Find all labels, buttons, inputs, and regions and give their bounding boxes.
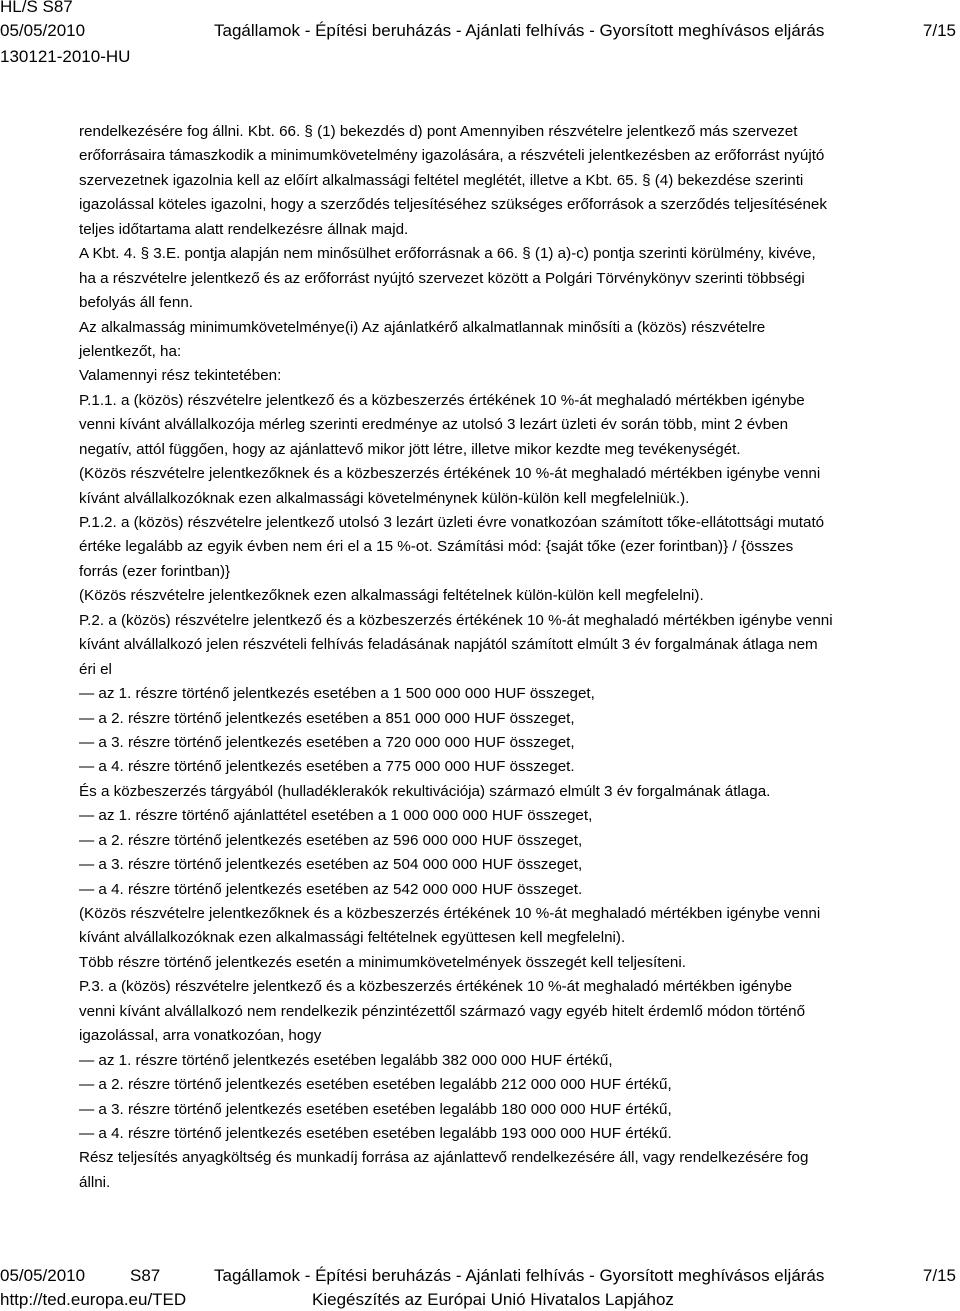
text-line: (Közös részvételre jelentkezőknek és a közbeszerzés értékének 10 %-át meghaladó mértékben igénybe venni	[79, 465, 821, 483]
header-doc-id: 130121-2010-HU	[0, 47, 131, 66]
text-line: És a közbeszerzés tárgyából (hulladéklerakók rekultivációja) származó elmúlt 3 év forgalmának átlaga.	[79, 782, 771, 800]
text-line: — a 2. részre történő jelentkezés esetében az 596 000 000 HUF összeget,	[79, 831, 583, 849]
header-date: 05/05/2010	[0, 21, 86, 40]
text-line: értéke legalább az egyik évben nem éri el a 15 %-ot. Számítási mód: {saját tőke (ezer forintban)} / {összes	[79, 538, 794, 556]
text-line: — a 3. részre történő jelentkezés esetében a 720 000 000 HUF összeget,	[79, 733, 575, 751]
text-line: szervezetnek igazolnia kell az előírt alkalmassági feltétel meglétét, illetve a Kbt. 65. § (4) bekezdése szerinti	[79, 171, 804, 189]
text-line: venni kívánt alvállalkozója mérleg szerinti eredménye az utolsó 3 lezárt üzleti év során több, mint 2 évben	[79, 416, 789, 434]
header-title: Tagállamok - Építési beruházás - Ajánlati felhívás - Gyorsított meghívásos eljárás	[214, 21, 825, 40]
footer-url[interactable]: http://ted.europa.eu/TED	[0, 1290, 187, 1309]
text-line: — a 4. részre történő jelentkezés esetében az 542 000 000 HUF összeget.	[79, 880, 583, 898]
text-line: — a 3. részre történő jelentkezés esetében esetében legalább 180 000 000 HUF értékű,	[79, 1100, 672, 1118]
footer-publisher: Kiegészítés az Európai Unió Hivatalos Lapjához	[312, 1290, 674, 1309]
text-line: A Kbt. 4. § 3.E. pontja alapján nem minősülhet erőforrásnak a 66. § (1) a)-c) pontja szerinti körülmény, kivéve,	[79, 245, 816, 263]
text-line: Valamennyi rész tekintetében:	[79, 367, 282, 385]
text-line: éri el	[79, 660, 112, 678]
header-page: 7/15	[922, 21, 956, 40]
text-line: — az 1. részre történő ajánlattétel esetében a 1 000 000 000 HUF összeget,	[79, 807, 593, 825]
footer-title: Tagállamok - Építési beruházás - Ajánlati felhívás - Gyorsított meghívásos eljárás	[214, 1266, 825, 1285]
text-line: kívánt alvállalkozóknak ezen alkalmassági követelménynek külön-külön kell megfelelniük.).	[79, 489, 690, 507]
text-line: — az 1. részre történő jelentkezés esetében a 1 500 000 000 HUF összeget,	[79, 685, 595, 703]
text-line: jelentkezőt, ha:	[79, 342, 182, 360]
footer-series: S87	[130, 1266, 161, 1285]
header-series: HL/S S87	[0, 0, 73, 16]
text-line: P.2. a (közös) részvételre jelentkező és a közbeszerzés értékének 10 %-át meghaladó mértékben igénybe venni	[79, 611, 833, 629]
text-line: — az 1. részre történő jelentkezés esetében legalább 382 000 000 HUF értékű,	[79, 1051, 613, 1069]
text-line: Több részre történő jelentkezés esetén a minimumkövetelmények összegét kell teljesíteni.	[79, 953, 686, 971]
text-line: ha a részvételre jelentkező és az erőforrást nyújtó szervezet között a Polgári Törvénykönyv szerinti többségi	[79, 269, 805, 287]
text-line: venni kívánt alvállalkozó nem rendelkezik pénzintézettől származó vagy egyéb hitelt érdemlő módon történő	[79, 1002, 806, 1020]
text-line: — a 2. részre történő jelentkezés esetében a 851 000 000 HUF összeget,	[79, 709, 575, 727]
text-line: állni.	[79, 1173, 111, 1191]
text-line: P.1.2. a (közös) részvételre jelentkező utolsó 3 lezárt üzleti évre vonatkozóan számított tőke-ellátottsági mutató	[79, 514, 825, 531]
text-line: forrás (ezer forintban)}	[79, 562, 231, 580]
document-body	[79, 120, 959, 1195]
text-line: rendelkezésére fog állni. Kbt. 66. § (1) bekezdés d) pont Amennyiben részvételre jelentkező más szervezet	[79, 123, 798, 140]
text-line: (Közös részvételre jelentkezőknek és a közbeszerzés értékének 10 %-át meghaladó mértékben igénybe venni	[79, 905, 821, 922]
text-line: (Közös részvételre jelentkezőknek ezen alkalmassági feltételnek külön-külön kell megfelelni).	[79, 587, 704, 605]
text-line: P.1.1. a (közös) részvételre jelentkező és a közbeszerzés értékének 10 %-át meghaladó mértékben igénybe	[79, 391, 805, 409]
text-line: — a 4. részre történő jelentkezés esetében a 775 000 000 HUF összeget.	[79, 758, 575, 776]
footer-page: 7/15	[922, 1266, 956, 1285]
text-line: — a 4. részre történő jelentkezés esetében esetében legalább 193 000 000 HUF értékű.	[79, 1124, 672, 1142]
text-line: kívánt alvállalkozóknak ezen alkalmassági feltételnek együttesen kell megfelelni).	[79, 929, 626, 947]
text-line: teljes időtartama alatt rendelkezésre állnak majd.	[79, 220, 409, 238]
text-line: — a 3. részre történő jelentkezés esetében az 504 000 000 HUF összeget,	[79, 856, 583, 874]
text-line: Az alkalmasság minimumkövetelménye(i) Az ajánlatkérő alkalmatlannak minősíti a (közös) részvételre	[79, 318, 766, 336]
text-line: erőforrásaira támaszkodik a minimumkövetelmény igazolására, a részvételi jelentkezésben az erőforrást nyújtó	[79, 147, 825, 165]
text-line: negatív, attól függően, hogy az ajánlattevő mikor jött létre, illetve mikor kezdte meg tevékenységét.	[79, 440, 741, 458]
text-line: P.3. a (közös) részvételre jelentkező és a közbeszerzés értékének 10 %-át meghaladó mértékben igénybe	[79, 978, 793, 996]
text-line: igazolással, arra vonatkozóan, hogy	[79, 1027, 322, 1045]
text-line: Rész teljesítés anyagköltség és munkadíj forrása az ajánlattevő rendelkezésére áll, vagy rendelkezésére fog	[79, 1149, 809, 1167]
text-line: kívánt alvállalkozó jelen részvételi felhívás feladásának napjától számított elmúlt 3 év forgalmának átlaga nem	[79, 636, 818, 654]
text-line: befolyás áll fenn.	[79, 294, 193, 312]
text-line: — a 2. részre történő jelentkezés esetében esetében legalább 212 000 000 HUF értékű,	[79, 1076, 672, 1094]
footer-date: 05/05/2010	[0, 1266, 86, 1285]
text-line: igazolással köteles igazolni, hogy a szerződés teljesítéséhez szükséges erőforrások a szerződés teljesítésének	[79, 196, 827, 214]
